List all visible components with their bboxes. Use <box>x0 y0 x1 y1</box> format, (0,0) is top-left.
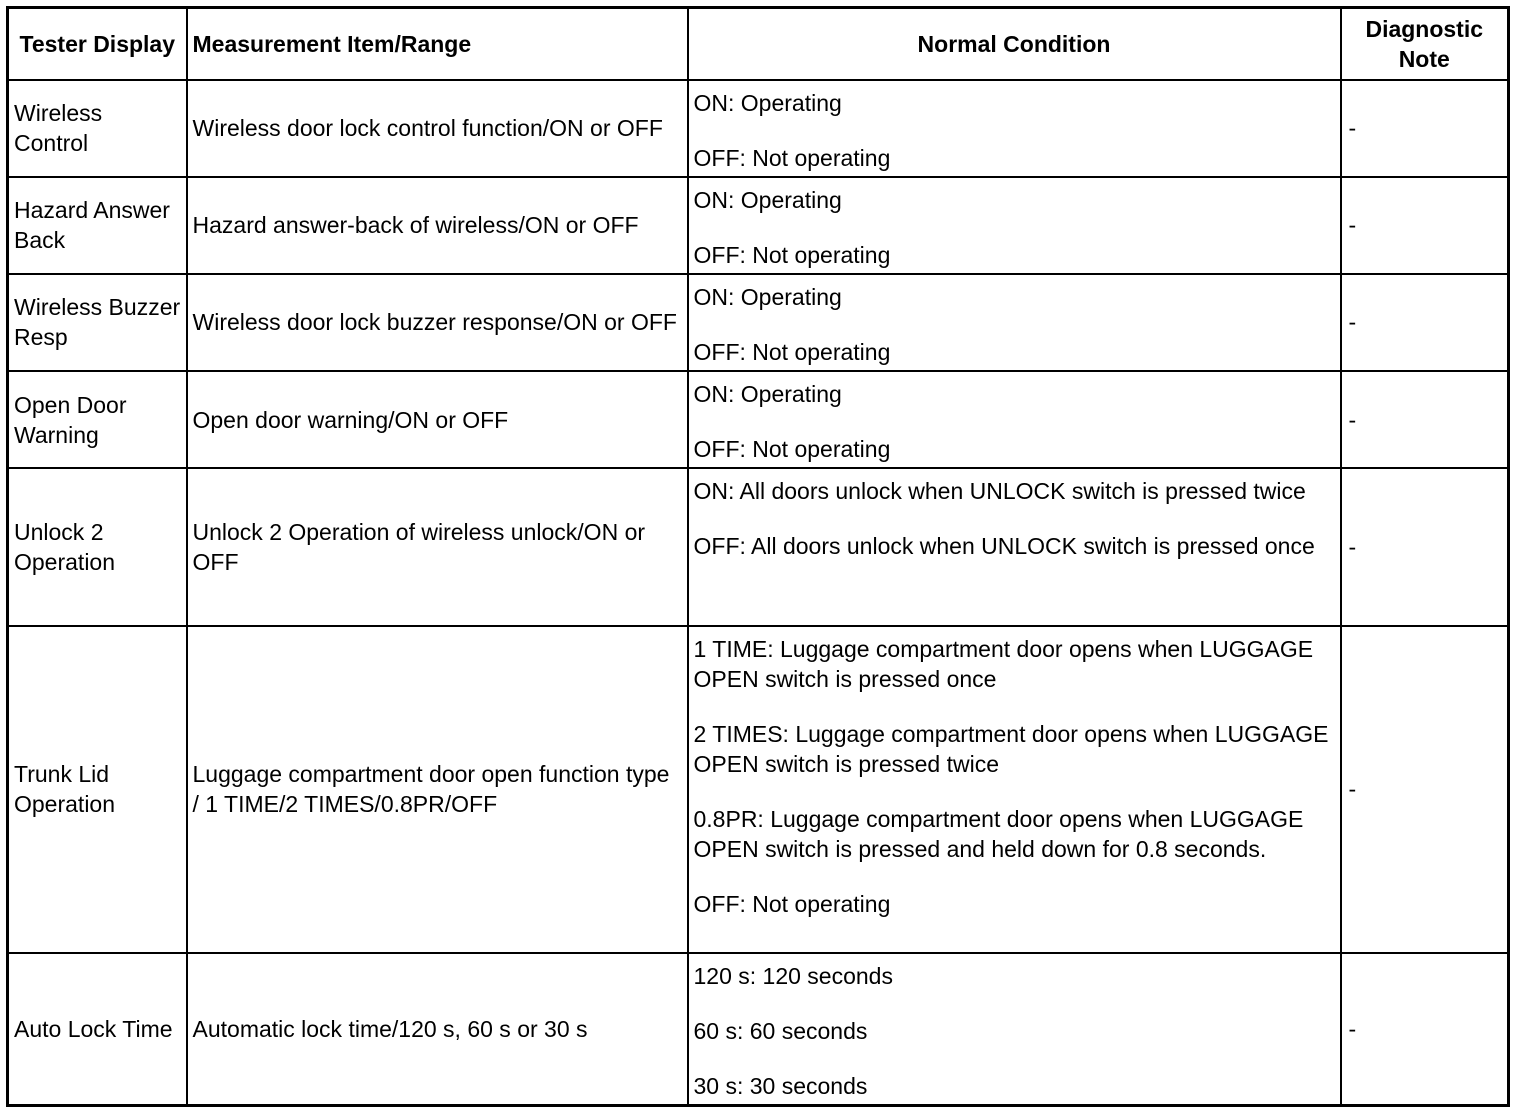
measurement-cell: Luggage compartment door open function type / 1 TIME/2 TIMES/0.8PR/OFF <box>187 626 688 954</box>
tester-display-cell: Open Door Warning <box>8 371 187 468</box>
condition-line: ON: Operating <box>693 186 842 213</box>
condition-line: 1 TIME: Luggage compartment door opens when LUGGAGE OPEN switch is pressed once <box>693 635 1314 692</box>
tester-display-cell: Wireless Control <box>8 80 187 177</box>
diagnostic-note-cell: - <box>1341 953 1509 1105</box>
condition-line: ON: Operating <box>693 89 842 116</box>
table-row <box>8 177 1509 274</box>
table-row <box>8 80 1509 177</box>
normal-condition-cell <box>688 371 1341 468</box>
condition-line: ON: Operating <box>693 283 842 310</box>
table-header-row <box>8 8 1509 80</box>
condition-line: OFF: Not operating <box>693 241 891 268</box>
normal-condition-cell <box>688 80 1341 177</box>
measurement-cell: Hazard answer-back of wireless/ON or OFF <box>187 177 688 274</box>
normal-condition-cell <box>688 274 1341 371</box>
table-row <box>8 274 1509 371</box>
normal-condition-cell <box>688 177 1341 274</box>
header-diagnostic-note: Diagnostic Note <box>1341 8 1509 80</box>
measurement-cell: Wireless door lock buzzer response/ON or OFF <box>187 274 688 371</box>
condition-line: 2 TIMES: Luggage compartment door opens when LUGGAGE OPEN switch is pressed twice <box>693 720 1329 777</box>
tester-display-cell: Auto Lock Time <box>8 953 187 1105</box>
condition-line: ON: Operating <box>693 381 842 408</box>
condition-line: 0.8PR: Luggage compartment door opens when LUGGAGE OPEN switch is pressed and held down for 0.8 seconds. <box>693 805 1304 862</box>
header-normal-condition: Normal Condition <box>688 8 1341 80</box>
diagnostic-note-cell: - <box>1341 177 1509 274</box>
tester-display-cell: Hazard Answer Back <box>8 177 187 274</box>
diagnostic-note-cell: - <box>1341 371 1509 468</box>
diagnostic-note-cell: - <box>1341 468 1509 625</box>
table-row <box>8 953 1509 1105</box>
condition-line: OFF: All doors unlock when UNLOCK switch is pressed once <box>693 533 1315 560</box>
diagnostic-note-cell: - <box>1341 274 1509 371</box>
tester-display-cell: Trunk Lid Operation <box>8 626 187 954</box>
condition-line: 30 s: 30 seconds <box>693 1073 868 1100</box>
diagnostic-note-cell: - <box>1341 626 1509 954</box>
normal-condition-cell <box>688 626 1341 954</box>
diagnostic-note-cell: - <box>1341 80 1509 177</box>
tester-display-table <box>6 6 1510 1107</box>
tester-display-cell: Wireless Buzzer Resp <box>8 274 187 371</box>
condition-line: OFF: Not operating <box>693 338 891 365</box>
table-row <box>8 626 1509 954</box>
condition-line: OFF: Not operating <box>693 890 891 917</box>
condition-line: OFF: Not operating <box>693 436 891 463</box>
condition-line: 120 s: 120 seconds <box>693 963 893 990</box>
header-tester-display: Tester Display <box>8 8 187 80</box>
normal-condition-cell <box>688 468 1341 625</box>
measurement-cell: Open door warning/ON or OFF <box>187 371 688 468</box>
measurement-cell: Automatic lock time/120 s, 60 s or 30 s <box>187 953 688 1105</box>
condition-line: OFF: Not operating <box>693 144 891 171</box>
condition-line: 60 s: 60 seconds <box>693 1018 868 1045</box>
header-measurement-item: Measurement Item/Range <box>187 8 688 80</box>
tester-display-cell: Unlock 2 Operation <box>8 468 187 625</box>
measurement-cell: Wireless door lock control function/ON or OFF <box>187 80 688 177</box>
measurement-cell: Unlock 2 Operation of wireless unlock/ON or OFF <box>187 468 688 625</box>
table-row <box>8 371 1509 468</box>
normal-condition-cell <box>688 953 1341 1105</box>
table-row <box>8 468 1509 625</box>
condition-line: ON: All doors unlock when UNLOCK switch is pressed twice <box>693 478 1306 505</box>
